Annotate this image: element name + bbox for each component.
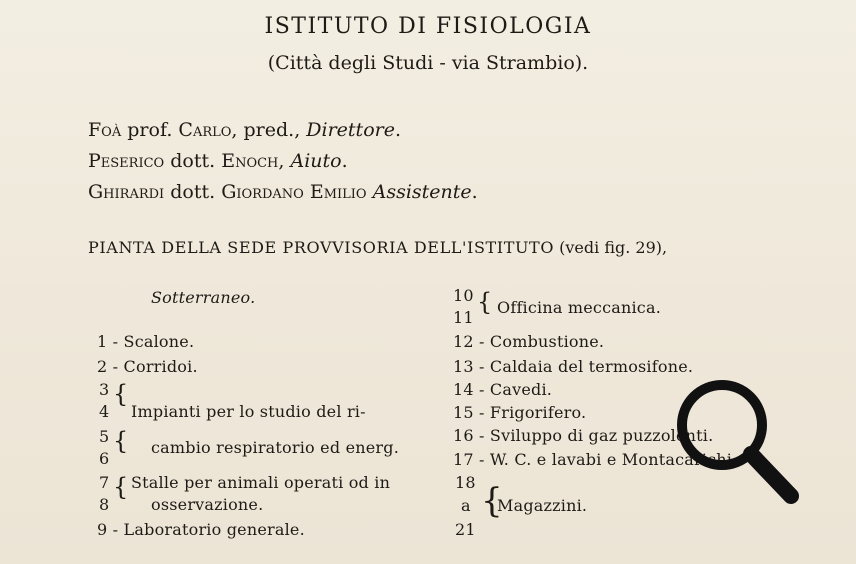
staff-entry bbox=[88, 177, 788, 208]
staff-suffix: , pred., bbox=[231, 119, 307, 141]
legend-item: cambio respiratorio ed energ. bbox=[151, 438, 399, 457]
legend-number: 18 bbox=[455, 473, 476, 492]
legend-number: 6 bbox=[99, 449, 110, 468]
staff-role: Aiuto bbox=[290, 150, 342, 172]
staff-title: prof. bbox=[121, 119, 179, 141]
staff-title: dott. bbox=[164, 181, 222, 203]
staff-end: . bbox=[394, 119, 402, 141]
section-heading-text: PIANTA DELLA SEDE PROVVISORIA DELL'ISTITUTO bbox=[88, 238, 555, 257]
staff-surname: Ghirardi bbox=[88, 181, 165, 203]
staff-end: . bbox=[341, 150, 348, 172]
legend-item: 15 - Frigorifero. bbox=[453, 403, 587, 422]
legend-number: 3 bbox=[99, 380, 110, 399]
legend-number: 8 bbox=[99, 495, 110, 514]
magnifier-handle bbox=[751, 454, 791, 496]
legend-left-column bbox=[97, 284, 437, 544]
legend-item: 2 - Corridoi. bbox=[97, 357, 198, 376]
brace-symbol: { bbox=[113, 380, 129, 408]
legend-item: 13 - Caldaia del termosifone. bbox=[453, 357, 694, 376]
legend-item: 1 - Scalone. bbox=[97, 332, 195, 351]
magnifier-icon[interactable] bbox=[665, 368, 805, 508]
legend-item: Impianti per lo studio del ri- bbox=[131, 402, 366, 421]
staff-name: Carlo bbox=[178, 119, 232, 141]
legend-item: Officina meccanica. bbox=[497, 298, 661, 317]
legend-number: 21 bbox=[455, 520, 476, 539]
legend-number: 4 bbox=[99, 402, 110, 421]
legend-item: Magazzini. bbox=[497, 496, 588, 515]
staff-role: Assistente bbox=[372, 181, 472, 203]
staff-entry bbox=[88, 146, 788, 177]
section-heading bbox=[88, 238, 667, 257]
page-title: ISTITUTO DI FISIOLOGIA bbox=[264, 14, 592, 39]
legend-item: 12 - Combustione. bbox=[453, 332, 605, 351]
brace-symbol: { bbox=[113, 473, 129, 501]
staff-title: dott. bbox=[164, 150, 222, 172]
staff-suffix: , bbox=[278, 150, 291, 172]
staff-name: Enoch bbox=[221, 150, 279, 172]
staff-end: . bbox=[471, 181, 478, 203]
figure-reference: (vedi fig. 29), bbox=[554, 238, 668, 257]
legend-number: 5 bbox=[99, 427, 110, 446]
legend-number: a bbox=[461, 496, 471, 515]
legend-number: 7 bbox=[99, 473, 110, 492]
page-subtitle: (Città degli Studi - via Strambio). bbox=[267, 52, 589, 74]
brace-symbol: { bbox=[477, 288, 493, 316]
legend-number: 11 bbox=[453, 308, 474, 327]
staff-surname: Peserico bbox=[88, 150, 165, 172]
legend-number: 10 bbox=[453, 286, 474, 305]
staff-role: Direttore bbox=[306, 119, 395, 141]
brace-symbol: { bbox=[481, 481, 503, 521]
staff-list bbox=[88, 115, 788, 208]
staff-surname: Foà bbox=[88, 119, 122, 141]
legend-item: 9 - Laboratorio generale. bbox=[97, 520, 305, 539]
legend-item: osservazione. bbox=[151, 495, 264, 514]
legend-item: 16 - Sviluppo di gaz puzzolenti. bbox=[453, 426, 714, 445]
column-header: Sotterraneo. bbox=[151, 288, 256, 307]
staff-entry bbox=[88, 115, 788, 146]
legend-item: Stalle per animali operati od in bbox=[131, 473, 391, 492]
staff-name: Giordano Emilio bbox=[221, 181, 367, 203]
legend-item: 14 - Cavedi. bbox=[453, 380, 553, 399]
brace-symbol: { bbox=[113, 427, 129, 455]
legend-item: 17 - W. C. e lavabi e Montacarichi. bbox=[453, 450, 738, 469]
